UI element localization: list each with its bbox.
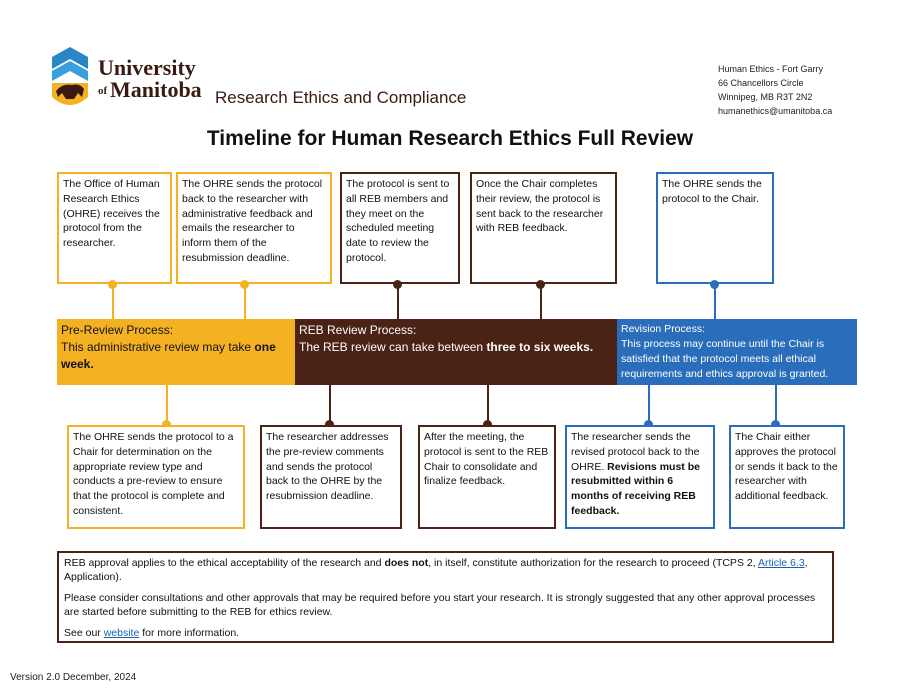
- address-line: Winnipeg, MB R3T 2N2: [718, 92, 813, 102]
- notice-text: , in itself, constitute authorization for the research to proceed (TCPS 2,: [428, 557, 758, 569]
- phase-label: Pre-Review Process:: [61, 323, 174, 337]
- step-text: Once the Chair completes their review, the protocol is sent back to the researcher with REB feedback.: [476, 178, 604, 235]
- address-line: 66 Chancellors Circle: [718, 78, 804, 88]
- connector-dot: [710, 280, 719, 289]
- notice-paragraph: Please consider consultations and other approvals that may be required before you start your research. It is strongly suggested that any other approval processes are started before submitting to the REB for ethics review.: [64, 592, 816, 618]
- connector-line: [244, 284, 246, 319]
- phase-text-bold: one week.: [61, 340, 276, 371]
- step-text: The researcher addresses the pre-review comments and sends the protocol back to the OHRE by the resubmission deadline.: [266, 431, 389, 503]
- phase-label: Revision Process:: [621, 323, 706, 335]
- phase-text: This process may continue until the Chair is satisfied that the protocol meets all ethical requirements and ethics approval is granted.: [621, 338, 829, 380]
- notice-text: for more information.: [139, 627, 240, 639]
- contact-email[interactable]: humanethics@umanitoba.ca: [718, 106, 833, 116]
- step-box-reb-meeting: [340, 172, 460, 284]
- connector-line: [714, 284, 716, 319]
- logo-manitoba-text: Manitoba: [110, 77, 202, 102]
- step-text: The researcher sends the revised protocol back to the OHRE.: [571, 431, 700, 473]
- step-box-ohre-sends-back: [176, 172, 332, 284]
- connector-line: [397, 284, 399, 319]
- notice-text: See our: [64, 627, 104, 639]
- step-text: The Office of Human Research Ethics (OHRE) receives the protocol from the researcher.: [63, 178, 160, 250]
- notice-paragraph: [64, 556, 827, 584]
- step-text: The Chair either approves the protocol or sends it back to the researcher with additional feedback.: [735, 431, 838, 503]
- notice-text: , Application).: [64, 557, 808, 583]
- connector-line: [112, 284, 114, 319]
- phase-text-bold: three to six weeks.: [486, 340, 594, 354]
- contact-address: [718, 62, 832, 118]
- page-title: Timeline for Human Research Ethics Full Review: [206, 127, 694, 150]
- phase-reb-review: [295, 319, 617, 385]
- step-text: The OHRE sends the protocol back to the researcher with administrative feedback and emails the researcher to inform them of the resubmission deadline.: [182, 178, 323, 264]
- step-box-ohre-sends-chair: [656, 172, 774, 284]
- phase-pre-review: [57, 319, 295, 385]
- approval-notice: [57, 551, 834, 643]
- connector-dot: [108, 280, 117, 289]
- step-text: The OHRE sends the protocol to the Chair.: [662, 178, 762, 205]
- university-logo: [48, 47, 203, 117]
- phase-revision: [617, 319, 857, 385]
- website-link[interactable]: website: [103, 627, 140, 639]
- logo-university-text: University: [98, 55, 196, 80]
- step-text: The OHRE sends the protocol to a Chair for determination on the appropriate review type and conducts a pre-review to ensure that the protocol is complete and consistent.: [73, 431, 234, 517]
- step-text-bold: Revisions must be resubmitted within 6 months of receiving REB feedback.: [571, 460, 700, 517]
- step-box-chair-approves: [729, 425, 845, 529]
- phase-text: The REB review can take between: [299, 340, 487, 354]
- connector-dot: [240, 280, 249, 289]
- address-line: Human Ethics - Fort Garry: [718, 64, 824, 74]
- version-footer: Version 2.0 December, 2024: [10, 672, 137, 683]
- connector-dot: [536, 280, 545, 289]
- step-box-chair-completes: [470, 172, 617, 284]
- phase-label: REB Review Process:: [299, 323, 417, 337]
- step-box-after-meeting: [418, 425, 556, 529]
- article-link[interactable]: Article 6.3: [757, 557, 805, 569]
- step-box-researcher-revises: [565, 425, 715, 529]
- bison-shield-icon: [48, 47, 92, 115]
- connector-dot: [393, 280, 402, 289]
- notice-bold: does not: [384, 557, 429, 569]
- step-text: The protocol is sent to all REB members and they meet on the scheduled meeting date to review the protocol.: [346, 178, 450, 264]
- connector-line: [540, 284, 542, 319]
- step-box-ohre-receives: [57, 172, 172, 284]
- step-text: After the meeting, the protocol is sent to the REB Chair to consolidate and finalize feedback.: [424, 431, 549, 488]
- step-box-researcher-addresses: [260, 425, 402, 529]
- notice-paragraph: [64, 626, 827, 640]
- step-box-chair-determination: [67, 425, 245, 529]
- notice-text: REB approval applies to the ethical acceptability of the research and: [64, 557, 385, 569]
- phase-text: This administrative review may take: [61, 340, 255, 354]
- logo-of-text: of: [98, 85, 108, 97]
- department-name: Research Ethics and Compliance: [215, 88, 467, 107]
